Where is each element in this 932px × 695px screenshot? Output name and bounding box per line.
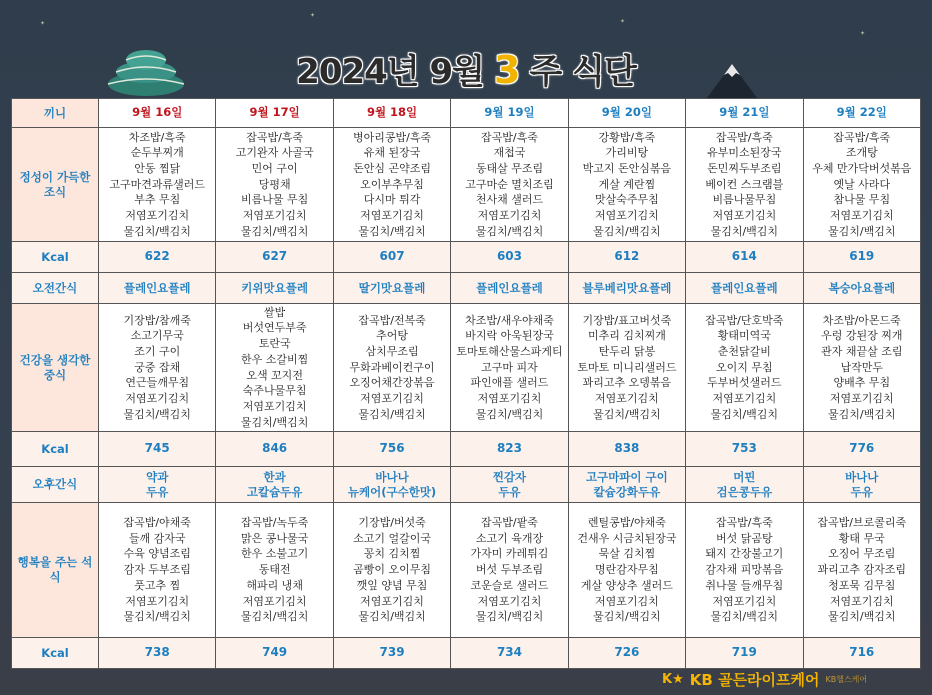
kcal-value: 749 [216, 638, 333, 669]
kcal-value: 627 [216, 242, 333, 273]
date-cell: 9월 16일 [99, 99, 216, 128]
breakfast-menu-cell [568, 128, 685, 242]
menu-line: 안동 찜닭 [134, 161, 181, 175]
menu-line: 동태전 [258, 563, 291, 577]
menu-line: 오색 꼬지전 [246, 368, 303, 382]
menu-line: 게살 계란찜 [598, 177, 656, 191]
menu-line: 박고지 돈안심볶음 [582, 161, 672, 175]
date-cell: 9월 19일 [451, 99, 568, 128]
menu-line: 강황밥/흑죽 [598, 130, 656, 144]
menu-line: 추어탕 [376, 329, 408, 343]
menu-line: 기장밥/참깨죽 [123, 313, 191, 327]
breakfast-menu-cell [99, 128, 216, 242]
menu-line: 바나나 [845, 469, 879, 484]
menu-line: 저염포기김치 [125, 594, 190, 608]
menu-line: 오징어 무조림 [828, 547, 896, 561]
menu-line: 취나물 들깨무침 [705, 578, 784, 592]
brand-logo [662, 667, 867, 691]
menu-line: 잡곡밥/흑죽 [246, 130, 304, 144]
menu-line: 차조밥/흑죽 [128, 130, 186, 144]
menu-line: 버섯 닭곰탕 [716, 531, 773, 545]
kcal-value: 719 [686, 638, 803, 669]
menu-line: 황태 무국 [838, 531, 885, 545]
menu-line: 버섯 두부조림 [475, 563, 544, 577]
lunch-menu-cell [333, 304, 450, 432]
menu-line: 바나나 [375, 469, 409, 484]
menu-line: 돈민찌두부조림 [707, 161, 782, 175]
pm-snack-item [333, 467, 450, 503]
lunch-menu-cell [803, 304, 920, 432]
menu-line: 코운슬로 샐러드 [470, 578, 549, 592]
kcal-value: 612 [568, 242, 685, 273]
menu-line: 물김치/백김치 [710, 224, 779, 238]
menu-line: 오이부추무침 [360, 177, 424, 191]
menu-line: 한우 소갈비찜 [241, 352, 309, 366]
date-cell: 9월 17일 [216, 99, 333, 128]
menu-line: 두부버섯샐러드 [707, 376, 782, 390]
kcal-value: 716 [803, 638, 920, 669]
menu-line: 고구마 피자 [481, 360, 538, 374]
menu-line: 기장밥/표고버섯죽 [582, 313, 672, 327]
kcal-value: 734 [451, 638, 568, 669]
menu-line: 궁중 잡채 [134, 360, 181, 374]
menu-line: 잡곡밥/팥죽 [481, 516, 538, 530]
menu-line: 물김치/백김치 [828, 610, 896, 624]
lunch-menu-cell [686, 304, 803, 432]
breakfast-menu-cell [333, 128, 450, 242]
menu-line: 재첩국 [493, 146, 526, 160]
am-snack-item: 딸기맛요플레 [333, 273, 450, 304]
menu-line: 다시마 튀각 [363, 193, 421, 207]
menu-line: 토란국 [258, 337, 291, 351]
menu-line: 잡곡밥/단호박죽 [705, 313, 784, 327]
menu-line: 물김치/백김치 [240, 415, 309, 429]
menu-line: 저염포기김치 [712, 392, 777, 406]
menu-line: 저염포기김치 [477, 392, 542, 406]
menu-line: 해파리 냉채 [246, 578, 303, 592]
kcal-value: 607 [333, 242, 450, 273]
menu-line: 저염포기김치 [125, 392, 190, 406]
menu-line: 옛날 사라다 [833, 177, 891, 191]
menu-line: 물김치/백김치 [593, 610, 661, 624]
menu-line: 삼치무조림 [365, 344, 419, 358]
am-snack-label: 오전간식 [12, 273, 99, 304]
star-decoration: ✦ [620, 18, 626, 25]
menu-line: 소고기 육개장 [475, 531, 544, 545]
menu-line: 물김치/백김치 [123, 407, 191, 421]
menu-line: 저염포기김치 [829, 392, 894, 406]
menu-line: 물김치/백김치 [710, 610, 779, 624]
lunch-row [12, 304, 921, 432]
menu-line: 기장밥/버섯죽 [358, 516, 426, 530]
dinner-menu-cell [686, 503, 803, 638]
menu-line: 저염포기김치 [242, 399, 307, 413]
menu-line: 미추리 김치찌개 [587, 329, 666, 343]
menu-line: 토마토 미니리샐러드 [577, 360, 677, 374]
menu-line: 물김치/백김치 [828, 224, 896, 238]
menu-line: 깻잎 양념 무침 [356, 578, 428, 592]
date-cell: 9월 18일 [333, 99, 450, 128]
title-suffix: 주 식단 [529, 52, 636, 92]
brand-sub: KB헬스케어 [825, 674, 868, 684]
menu-line: 돈안심 곤약조림 [353, 161, 431, 175]
menu-line: 민어 구이 [251, 161, 298, 175]
kcal-value: 619 [803, 242, 920, 273]
menu-line: 저염포기김치 [242, 594, 307, 608]
kcal-value: 745 [99, 432, 216, 467]
menu-line: 곰빵이 오이무침 [353, 563, 431, 577]
breakfast-menu-cell [216, 128, 333, 242]
meal-header-label: 끼니 [12, 99, 99, 128]
menu-line: 잡곡밥/전복죽 [358, 313, 426, 327]
date-cell: 9월 20일 [568, 99, 685, 128]
menu-line: 고기완자 사골국 [235, 146, 314, 160]
menu-line: 칼슘강화두유 [593, 484, 661, 499]
menu-line: 꽁치 김치찜 [363, 547, 421, 561]
lunch-menu-cell [568, 304, 685, 432]
menu-line: 부추 무침 [134, 193, 181, 207]
dinner-menu-cell [333, 503, 450, 638]
menu-line: 우렁 강된장 찌개 [821, 329, 903, 343]
menu-line: 유채 된장국 [363, 146, 421, 160]
menu-line: 물김치/백김치 [358, 610, 426, 624]
menu-line: 저염포기김치 [360, 594, 424, 608]
lunch-menu-cell [99, 304, 216, 432]
menu-line: 물김치/백김치 [593, 407, 661, 421]
menu-line: 감자 두부조림 [123, 563, 191, 577]
menu-line: 물김치/백김치 [475, 224, 544, 238]
menu-line: 약과 [146, 469, 169, 484]
menu-line: 청포묵 김무침 [828, 578, 896, 592]
kcal-value: 823 [451, 432, 568, 467]
menu-line: 고구마견과류샐러드 [109, 177, 206, 191]
breakfast-menu-cell [803, 128, 920, 242]
title-week-number: 3 [493, 48, 520, 92]
menu-line: 맛살숙주무침 [595, 193, 659, 207]
menu-line: 건새우 시금치된장국 [577, 531, 677, 545]
kcal-value: 614 [686, 242, 803, 273]
am-snack-item: 플레인요플레 [99, 273, 216, 304]
menu-line: 조기 구이 [134, 344, 181, 358]
menu-line: 순두부찌개 [130, 146, 184, 160]
pm-snack-item [451, 467, 568, 503]
brand-name: KB 골든라이프케어 [689, 670, 820, 689]
menu-line: 파인애플 샐러드 [470, 376, 549, 390]
menu-line: 무화과베이컨구이 [349, 360, 435, 374]
menu-line: 저염포기김치 [477, 594, 542, 608]
menu-line: 물김치/백김치 [475, 407, 544, 421]
kcal-label: Kcal [12, 638, 99, 669]
menu-line: 가리비탕 [605, 146, 649, 160]
menu-line: 황태미역국 [717, 329, 771, 343]
menu-line: 감자채 피망볶음 [705, 563, 784, 577]
menu-line: 조개탕 [845, 146, 878, 160]
am-snack-item: 플레인요플레 [451, 273, 568, 304]
menu-line: 물김치/백김치 [358, 407, 426, 421]
star-decoration: ✦ [40, 20, 46, 27]
menu-line: 소고기무국 [130, 329, 184, 343]
dinner-menu-cell [568, 503, 685, 638]
menu-line: 저염포기김치 [712, 209, 777, 223]
menu-line: 양배추 무침 [833, 376, 891, 390]
menu-line: 물김치/백김치 [475, 610, 544, 624]
kb-star-icon: K★ [662, 671, 684, 687]
menu-line: 저염포기김치 [829, 594, 894, 608]
menu-line: 탄두리 닭봉 [598, 344, 656, 358]
kcal-value: 603 [451, 242, 568, 273]
menu-line: 뉴케어(구수한맛) [347, 484, 437, 499]
menu-line: 렌틸콩밥/야채죽 [587, 516, 666, 530]
breakfast-row [12, 128, 921, 242]
menu-line: 두유 [498, 484, 521, 499]
menu-line: 잡곡밥/녹두죽 [240, 516, 309, 530]
menu-line: 소고기 얼갈이국 [353, 531, 431, 545]
menu-line: 맑은 콩나물국 [241, 531, 309, 545]
kcal-value: 846 [216, 432, 333, 467]
menu-line: 두유 [850, 484, 873, 499]
kcal-label: Kcal [12, 242, 99, 273]
dinner-menu-cell [803, 503, 920, 638]
menu-line: 명란감자무침 [595, 563, 659, 577]
menu-line: 베이컨 스크램블 [705, 177, 784, 191]
menu-line: 수육 양념조림 [123, 547, 191, 561]
pm-snack-item [99, 467, 216, 503]
am-snack-item: 블루베리맛요플레 [568, 273, 685, 304]
menu-line: 춘천닭갈비 [717, 344, 771, 358]
menu-line: 저염포기김치 [829, 209, 894, 223]
menu-line: 참나물 무침 [833, 193, 891, 207]
dinner-kcal-row [12, 638, 921, 669]
menu-line: 차조밥/아몬드죽 [822, 313, 901, 327]
kcal-label: Kcal [12, 432, 99, 467]
breakfast-kcal-row [12, 242, 921, 273]
weekly-menu-table [11, 98, 921, 669]
kcal-value: 726 [568, 638, 685, 669]
lunch-menu-cell [451, 304, 568, 432]
menu-line: 바지락 아욱된장국 [465, 329, 554, 343]
title-prefix: 2024년 9월 [296, 52, 484, 92]
kcal-value: 739 [333, 638, 450, 669]
menu-line: 고칼슘두유 [246, 484, 303, 499]
am-snack-item: 키위맛요플레 [216, 273, 333, 304]
menu-line: 고구마파이 구이 [586, 469, 668, 484]
menu-line: 차조밥/새우야채죽 [465, 313, 554, 327]
lunch-label: 건강을 생각한 중식 [12, 304, 99, 432]
kcal-value: 738 [99, 638, 216, 669]
am-snack-item: 플레인요플레 [686, 273, 803, 304]
lunch-kcal-row [12, 432, 921, 467]
am-snack-row [12, 273, 921, 304]
menu-line: 잡곡밥/야채죽 [123, 516, 191, 530]
menu-line: 저염포기김치 [595, 392, 659, 406]
menu-line: 돼지 간장불고기 [705, 547, 784, 561]
kcal-value: 776 [803, 432, 920, 467]
kcal-value: 838 [568, 432, 685, 467]
date-cell: 9월 21일 [686, 99, 803, 128]
header-row [12, 99, 921, 128]
menu-line: 연근들깨무침 [125, 376, 190, 390]
am-snack-item: 복숭아요플레 [803, 273, 920, 304]
menu-line: 물김치/백김치 [123, 610, 191, 624]
menu-line: 고구마순 멸치조림 [465, 177, 554, 191]
dinner-row [12, 503, 921, 638]
menu-line: 버섯연두부죽 [242, 321, 307, 335]
star-decoration: ✦ [860, 30, 866, 37]
menu-line: 물김치/백김치 [358, 224, 426, 238]
menu-line: 유부미소된장국 [707, 146, 782, 160]
menu-line: 물김치/백김치 [828, 407, 896, 421]
menu-line: 우체 만가닥버섯볶음 [812, 161, 912, 175]
menu-line: 물김치/백김치 [240, 224, 309, 238]
menu-line: 오징어채간장볶음 [349, 376, 435, 390]
kcal-value: 753 [686, 432, 803, 467]
menu-line: 저염포기김치 [712, 594, 777, 608]
breakfast-menu-cell [451, 128, 568, 242]
star-decoration: ✦ [310, 12, 316, 19]
menu-line: 관자 채끝살 조림 [821, 344, 903, 358]
menu-line: 풋고추 찜 [134, 578, 181, 592]
kcal-value: 756 [333, 432, 450, 467]
pm-snack-row [12, 467, 921, 503]
menu-line: 오이지 무침 [716, 360, 773, 374]
dinner-menu-cell [451, 503, 568, 638]
pm-snack-label: 오후간식 [12, 467, 99, 503]
menu-line: 잡곡밥/흑죽 [833, 130, 891, 144]
dinner-label: 행복을 주는 석식 [12, 503, 99, 638]
menu-line: 저염포기김치 [595, 209, 659, 223]
breakfast-menu-cell [686, 128, 803, 242]
menu-line: 저염포기김치 [125, 209, 190, 223]
menu-table-frame [11, 98, 921, 668]
menu-line: 납작만두 [840, 360, 884, 374]
menu-line: 잡곡밥/브로콜리죽 [817, 516, 907, 530]
menu-line: 쌀밥 [264, 305, 286, 319]
menu-line: 물김치/백김치 [710, 407, 779, 421]
kcal-value: 622 [99, 242, 216, 273]
menu-line: 한우 소불고기 [241, 547, 309, 561]
menu-line: 토마토해산물스파게티 [456, 344, 563, 358]
menu-line: 비름나물무침 [712, 193, 777, 207]
menu-line: 꽈리고추 오뎅볶음 [582, 376, 672, 390]
menu-line: 두유 [146, 484, 169, 499]
menu-line: 저염포기김치 [242, 209, 307, 223]
menu-line: 천사채 샐러드 [475, 193, 544, 207]
menu-line: 들깨 감자국 [128, 531, 186, 545]
menu-line: 숙주나물무침 [242, 384, 307, 398]
menu-line: 저염포기김치 [360, 209, 424, 223]
menu-line: 잡곡밥/흑죽 [481, 130, 538, 144]
breakfast-label: 정성이 가득한 조식 [12, 128, 99, 242]
menu-line: 게살 양상추 샐러드 [580, 578, 673, 592]
menu-line: 잡곡밥/흑죽 [715, 516, 773, 530]
menu-line: 저염포기김치 [477, 209, 542, 223]
menu-line: 꽈리고추 감자조림 [817, 563, 907, 577]
menu-line: 동태살 무조림 [475, 161, 544, 175]
menu-line: 당평채 [258, 177, 291, 191]
menu-line: 비름나물 무침 [241, 193, 309, 207]
dinner-menu-cell [99, 503, 216, 638]
menu-line: 저염포기김치 [360, 392, 424, 406]
menu-line: 물김치/백김치 [240, 610, 309, 624]
pm-snack-item [803, 467, 920, 503]
pm-snack-item [686, 467, 803, 503]
lunch-menu-cell [216, 304, 333, 432]
menu-line: 잡곡밥/흑죽 [715, 130, 773, 144]
menu-line: 묵살 김치찜 [598, 547, 656, 561]
menu-line: 저염포기김치 [595, 594, 659, 608]
pm-snack-item [216, 467, 333, 503]
dinner-menu-cell [216, 503, 333, 638]
menu-line: 찐감자 [492, 469, 527, 484]
menu-line: 가자미 카레튀김 [470, 547, 549, 561]
menu-line: 물김치/백김치 [593, 224, 661, 238]
pm-snack-item [568, 467, 685, 503]
menu-line: 병아리콩밥/흑죽 [353, 130, 432, 144]
page-title [0, 44, 932, 93]
menu-line: 검은콩두유 [716, 484, 773, 499]
date-cell: 9월 22일 [803, 99, 920, 128]
menu-line: 머핀 [733, 469, 756, 484]
menu-line: 한과 [263, 469, 286, 484]
menu-line: 물김치/백김치 [123, 224, 191, 238]
